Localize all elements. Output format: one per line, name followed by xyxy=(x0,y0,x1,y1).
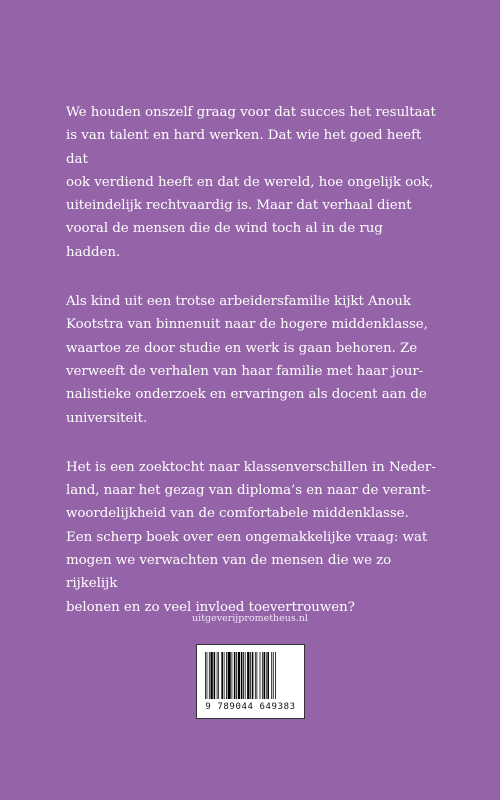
barcode-icon xyxy=(205,652,297,699)
blurb-paragraph-1: We houden onszelf graag voor dat succes het resultaat is van talent en hard werken. Dat wie het goed heeft dat ook verdiend heeft en dat de wereld, hoe ongelijk ook, uiteindelijk rechtvaardig is. Maar dat verhaal dient vooral de mensen die de wind toch al in de rug hadden. xyxy=(66,105,436,260)
blurb xyxy=(66,101,438,645)
isbn-number: 9 789044 649383 xyxy=(205,702,296,712)
blurb-paragraph-2: Als kind uit een trotse arbeidersfamilie kijkt Anouk Kootstra van binnenuit naar de hogere middenklasse, waartoe ze door studie en werk is gaan behoren. Ze verweeft de verhalen van haar familie met haar jour- nalistieke onderzoek en ervaringen als docent aan de universiteit. xyxy=(66,294,428,426)
isbn-barcode xyxy=(196,644,305,719)
blurb-paragraph-3: Het is een zoektocht naar klassenverschillen in Neder- land, naar het gezag van diploma’s en naar de verant- woordelijkheid van de comfortabele middenklasse. Een scherp boek over een ongemakkelijke vraag: wat mogen we verwachten van de mensen die we zo rijkelijk belonen en zo veel invloed toevertrouwen? xyxy=(66,459,436,615)
publisher-website: uitgeverijprometheus.nl xyxy=(192,613,308,624)
